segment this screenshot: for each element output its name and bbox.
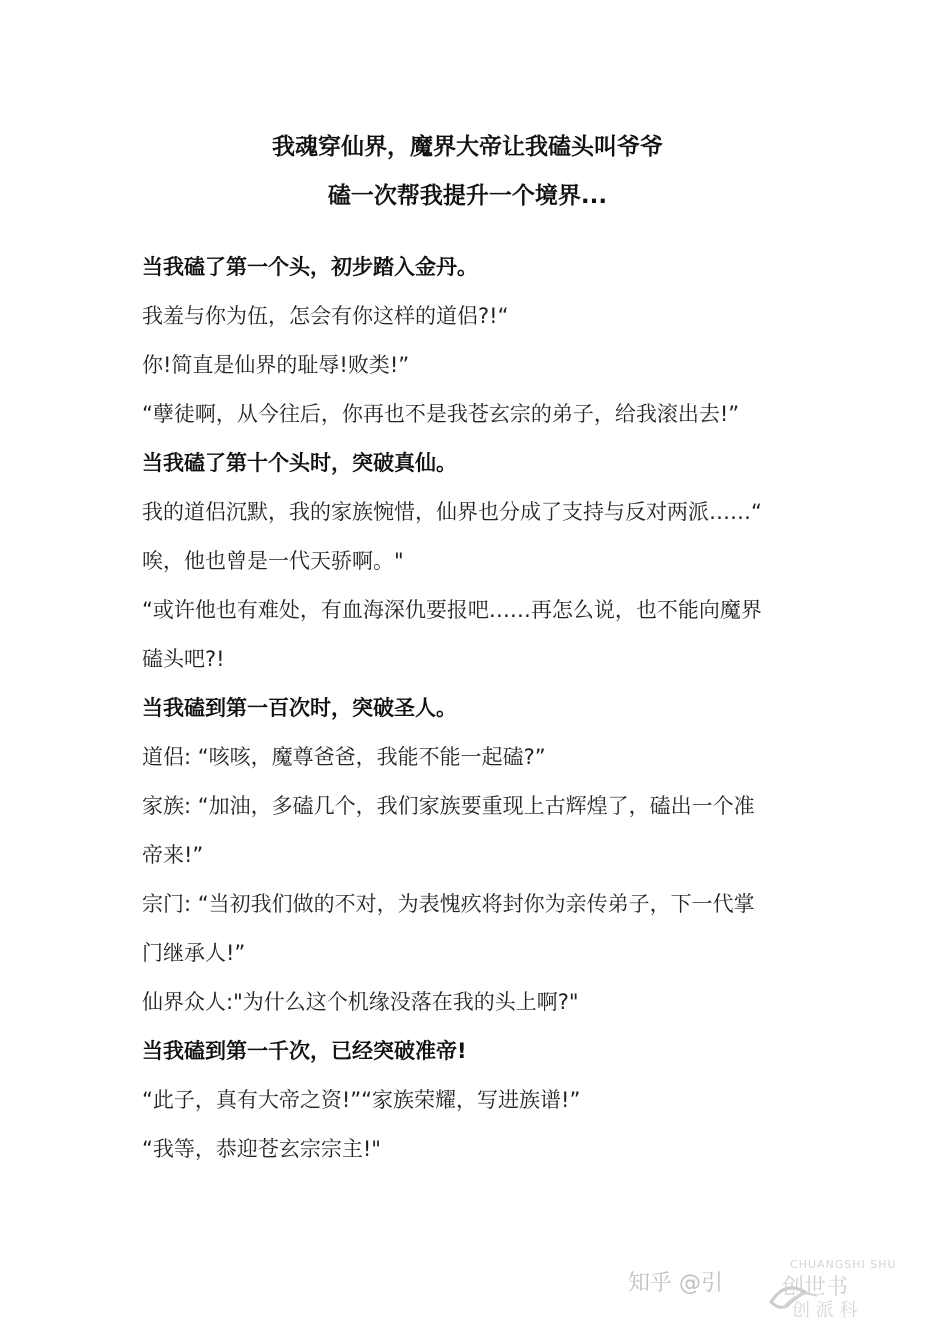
text-line: 仙界众人:"为什么这个机缘没落在我的头上啊?" <box>142 990 579 1014</box>
logo-bottom-text: 创 派 科 <box>792 1300 858 1321</box>
text-line: “孽徒啊，从今往后，你再也不是我苍玄宗的弟子，给我滚出去!” <box>142 402 740 426</box>
text-line: 道侣: “咳咳，魔尊爸爸，我能不能一起磕?” <box>142 745 546 769</box>
section-heading: 当我磕了第一个头，初步踏入金丹。 <box>142 255 478 279</box>
section-heading: 当我磕到第一百次时，突破圣人。 <box>142 696 457 720</box>
text-line: 磕头吧?! <box>142 647 225 671</box>
text-line: 门继承人!” <box>142 941 246 965</box>
text-line: “此子，真有大帝之资!”“家族荣耀，写进族谱!” <box>142 1088 581 1112</box>
zhihu-watermark: 知乎 @引 <box>628 1271 723 1296</box>
text-line: 家族: “加油，多磕几个，我们家族要重现上古辉煌了，磕出一个准 <box>142 794 755 818</box>
logo-mid-text: 创世书 <box>782 1275 849 1300</box>
text-line: 我羞与你为伍，怎会有你这样的道侣?!“ <box>142 304 509 328</box>
logo-top-text: CHUANGSHI SHU <box>790 1258 897 1271</box>
text-line: 你!简直是仙界的耻辱!败类!” <box>142 353 410 377</box>
text-line: 唉，他也曾是一代天骄啊。" <box>142 549 404 573</box>
section-heading: 当我磕到第一千次，已经突破准帝! <box>142 1039 467 1063</box>
text-line: “或许他也有难处，有血海深仇要报吧……再怎么说，也不能向魔界 <box>142 598 762 622</box>
title-line-2: 磕一次帮我提升一个境界... <box>327 183 608 209</box>
text-line: 帝来!” <box>142 843 204 867</box>
section-heading: 当我磕了第十个头时，突破真仙。 <box>142 451 457 475</box>
title-line-1: 我魂穿仙界，魔界大帝让我磕头叫爷爷 <box>272 134 663 160</box>
text-line: 宗门: “当初我们做的不对，为表愧疚将封你为亲传弟子，下一代掌 <box>142 892 755 916</box>
text-line: “我等，恭迎苍玄宗宗主!" <box>142 1137 381 1161</box>
text-line: 我的道侣沉默，我的家族惋惜，仙界也分成了支持与反对两派……“ <box>142 500 762 524</box>
